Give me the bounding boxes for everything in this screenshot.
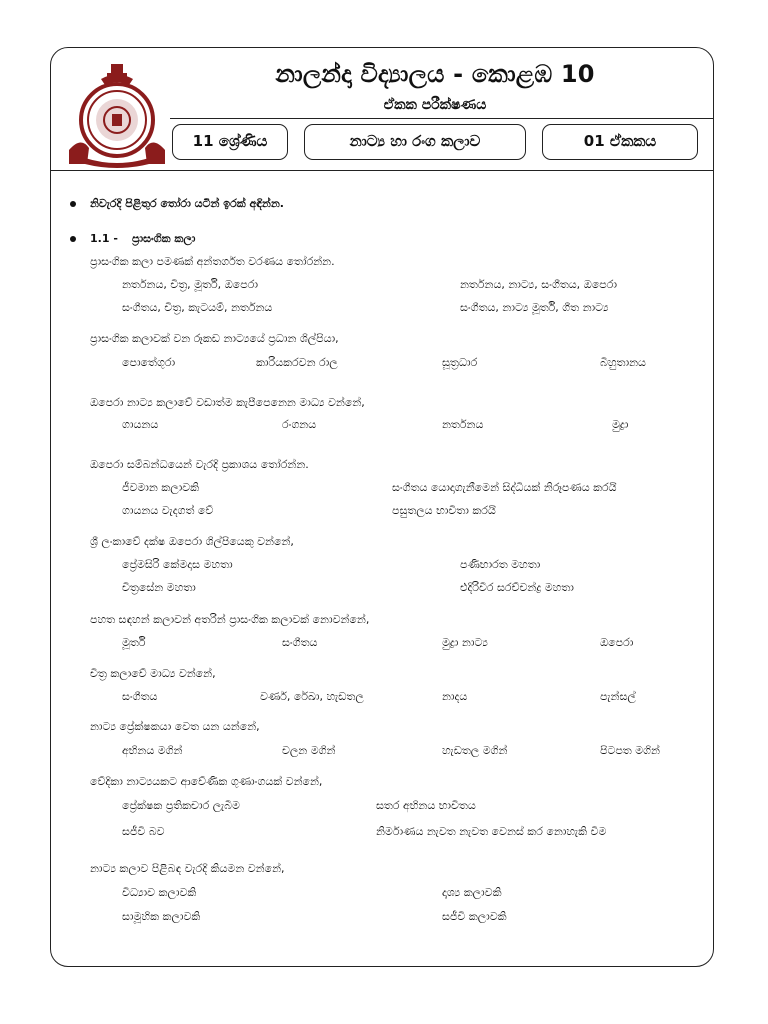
header-bottom-divider: [50, 170, 714, 171]
option[interactable]: ප්‍රේක්ෂක ප්‍රතිකචාර ලැබීම: [122, 799, 240, 812]
option[interactable]: සජීවී බව: [122, 825, 165, 838]
option[interactable]: ගායනය වැදගත් වේ: [122, 504, 214, 517]
subject-box: නාට්‍ය හා රංග කලාව: [304, 124, 526, 160]
option[interactable]: අභිනය මගින්: [122, 744, 183, 757]
grade-box: 11 ශ්‍රේණිය: [172, 124, 288, 160]
option[interactable]: චිත්‍රසේන මහතා: [122, 581, 196, 594]
option[interactable]: මූර්ති: [122, 636, 146, 649]
option[interactable]: බිහුතානය: [600, 356, 646, 369]
bullet-icon: [70, 201, 76, 207]
option[interactable]: චලන මගින්: [282, 744, 336, 757]
option[interactable]: සජීවී කලාවකි: [442, 910, 507, 923]
option[interactable]: විධ්‍යාව කලාවකි: [122, 886, 197, 899]
option[interactable]: පොතේගුරා: [122, 356, 176, 369]
option[interactable]: නර්තනය, චිත්‍ර, මූර්ති, ඔපෙරා: [122, 278, 259, 291]
question-text: නාට්‍ය කලාව පිළිබඳ වැරදි කියමන වන්නේ,: [90, 862, 285, 875]
option[interactable]: සංගීතය, නාට්‍ය මූර්ති, ගීත නාට්‍ය: [460, 301, 609, 314]
option[interactable]: සංගීතය, චිත්‍ර, කැටයම්, නර්තනය: [122, 301, 273, 314]
question-text: වේදිකා නාට්‍යයකට ආවේණික ගුණාංගයක් වන්නේ,: [90, 775, 323, 788]
unit-box: 01 ඒකකය: [542, 124, 698, 160]
school-name: නාලන්දා විද්‍යාලය - කොළඹ 10: [275, 60, 595, 88]
question-text: ඔපෙරා නාට්‍ය කලාවේ වඩාත්ම කැපීපෙනෙන මාධ්‍ය වන්නේ,: [90, 396, 365, 409]
bullet-icon: [70, 236, 76, 242]
option[interactable]: සංගීතය: [122, 690, 158, 703]
question-text: ඔපෙරා සම්බන්ධයෙන් වැරදි ප්‍රකාශය තෝරන්න.: [90, 458, 309, 471]
option[interactable]: නාදය: [442, 690, 468, 703]
question-text: ප්‍රාසංගික කලාවක් වන රූකඩ නාට්‍යයේ ප්‍රධාන ශිල්පියා,: [90, 332, 339, 345]
option[interactable]: ප්‍රේමසිරි කේමදාස මහතා: [122, 558, 233, 571]
instruction-text: නිවැරදි පිළිතුර තෝරා යටින් ඉරක් අඳින්න.: [90, 197, 284, 210]
option[interactable]: වර්ණ, රේඛා, හැඩතල: [260, 690, 364, 703]
header-divider: [170, 118, 714, 119]
option[interactable]: දෘශ්‍ය කලාවකි: [442, 886, 502, 899]
question-text: නාට්‍ය ප්‍රේක්ෂකයා වෙත යන යන්නේ,: [90, 720, 260, 733]
option[interactable]: මුද්‍රා: [612, 418, 629, 431]
option[interactable]: සාමූහික කලාවකි: [122, 910, 201, 923]
option[interactable]: පණිභාරත මහතා: [460, 558, 541, 571]
question-text: ශ්‍රී ලංකාවේ දක්ෂ ඔපෙරා ශිල්පියෙකු වන්නේ,: [90, 535, 294, 548]
option[interactable]: මුද්‍රා නාට්‍ය: [442, 636, 488, 649]
option[interactable]: සංගීතය: [282, 636, 318, 649]
option[interactable]: සංගීතය යොදාගැනීමෙන් සිද්ධියක් නිරූපණය කරයි: [392, 481, 617, 494]
option[interactable]: නර්තනය: [442, 418, 484, 431]
option[interactable]: නර්තනය, නාට්‍ය, සංගීතය, ඔපෙරා: [460, 278, 618, 291]
option[interactable]: නිර්මාණය නැවත නැවත වෙනස් කර නොහැකි වීම: [376, 825, 607, 838]
option[interactable]: ඔපෙරා: [600, 636, 634, 649]
school-crest-logo: [63, 62, 171, 168]
question-text: චිත්‍ර කලාවේ මාධ්‍ය වන්නේ,: [90, 667, 216, 680]
option[interactable]: කාරියකරවන රාල: [256, 356, 338, 369]
option[interactable]: එදිරිවීර සරච්චන්ද්‍ර මහතා: [460, 581, 574, 594]
option[interactable]: ජීවමාන කලාවකි: [122, 481, 200, 494]
option[interactable]: පසුතලය භාවිතා කරයි: [392, 504, 496, 517]
option[interactable]: රංගනය: [282, 418, 317, 431]
question-text: ප්‍රාසංගික කලා පමණක් අන්තර්ගත වරණය තෝරන්න.: [90, 255, 335, 268]
option[interactable]: සූත්‍රධාර: [442, 356, 478, 369]
option[interactable]: පිටපත මගින්: [600, 744, 660, 757]
option[interactable]: සතර අභිනය භාවිතය: [376, 799, 476, 812]
question-text: පහත සඳහන් කලාවන් අතරින් ප්‍රාසංගික කලාවක් නොවන්නේ,: [90, 613, 370, 626]
option[interactable]: හැඩතල මගින්: [442, 744, 508, 757]
section-number: 1.1 -: [90, 232, 118, 245]
section-title: ප්‍රාසංගික කලා: [132, 232, 196, 245]
option[interactable]: ගායනය: [122, 418, 159, 431]
exam-subtitle: ඒකක පරීක්ෂණය: [383, 97, 487, 113]
option[interactable]: පැන්සල්: [600, 690, 636, 703]
